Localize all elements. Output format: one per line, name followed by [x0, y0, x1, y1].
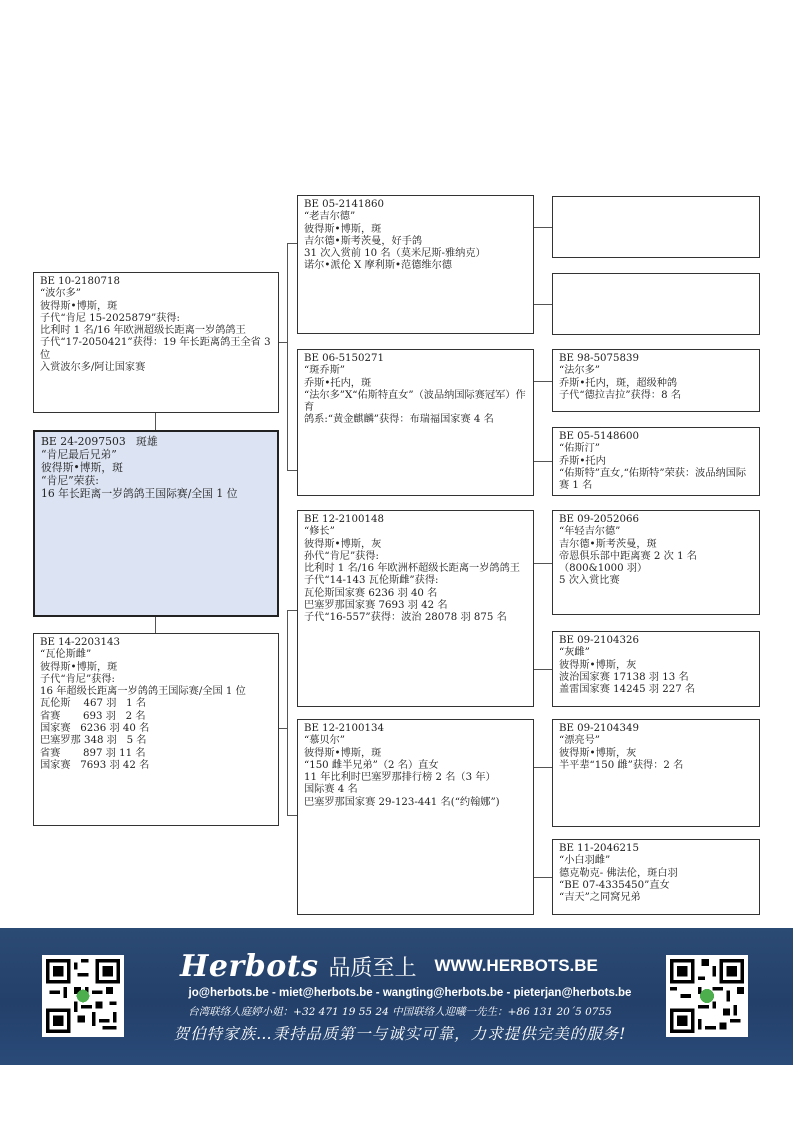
pigeon-name: “瓦伦斯雌” [40, 649, 92, 661]
ring-number: BE 98-5075839 [559, 353, 639, 364]
detail-line: 16 年超级长距离一岁鸽鸽王国际赛/全国 1 位 [40, 686, 246, 698]
connector [287, 243, 297, 244]
detail-line: 瓦伦斯国家赛 6236 羽 40 名 [304, 587, 438, 599]
wechat-qr-code-icon [666, 955, 748, 1037]
ring-number: BE 06-5150271 [304, 353, 384, 364]
detail-line: 比利时 1 名/16 年欧洲杯超级长距离一岁鸽鸽王 [304, 563, 520, 575]
breeder-color: 彼得斯•博斯，斑 [41, 461, 123, 474]
detail-line: “肯尼”荣获: [41, 474, 99, 487]
detail-line: “吉天”之同窝兄弟 [559, 892, 641, 904]
sdd-card [552, 427, 760, 496]
connector [534, 563, 552, 564]
pigeon-name: “斑乔斯” [304, 365, 345, 377]
dam-sire-card [297, 510, 534, 707]
connector [287, 470, 297, 471]
detail-line: 波治国家赛 17138 羽 13 名 [559, 671, 689, 683]
ring-number: BE 05-2141860 [304, 199, 384, 210]
brand-row [180, 948, 640, 984]
connector [155, 413, 156, 430]
breeder-color: 德克勒克- 佛法伦，斑白羽 [559, 867, 678, 879]
detail-line: 比利时 1 名/16 年欧洲超级长距离一岁鸽鸽王 [40, 325, 246, 337]
pigeon-name: “漂亮号” [559, 735, 600, 747]
detail-line: 巴塞罗那国家赛 29-123-441 名(“约翰娜”) [304, 796, 500, 808]
detail-line: 半平辈“150 雌”获得：2 名 [559, 759, 684, 771]
dds-card [552, 719, 760, 827]
breeder-color: 乔斯•托内，斑，超级种鸽 [559, 377, 678, 389]
sire-sire-card [297, 195, 534, 334]
connector [278, 728, 287, 729]
connector [534, 461, 552, 462]
detail-line: 子代“16-557”获得：波治 28078 羽 875 名 [304, 612, 507, 624]
result-line: 省赛 897 羽 11 名 [40, 747, 146, 759]
breeder-color: 彼得斯•博斯，斑 [40, 300, 118, 312]
ssd-card-empty [552, 273, 760, 335]
ring-number: BE 12-2100148 [304, 514, 384, 525]
slogan: 贺伯特家族…秉持品质第一与诚实可靠，力求提供完美的服务! [173, 1025, 627, 1043]
detail-line: 子代“17-2050421”获得：19 年长距离鸽王全省 3 位 [40, 337, 274, 361]
pigeon-name: “法尔多” [559, 365, 600, 377]
detail-line: 吉尔德•斯考茨曼，好手鸽 [304, 235, 423, 247]
connector [534, 767, 552, 768]
connector [534, 669, 552, 670]
result-line: 省赛 693 羽 2 名 [40, 710, 146, 722]
subject-card [33, 430, 279, 617]
pigeon-name: “老吉尔德” [304, 211, 356, 223]
pigeon-name: “慕贝尔” [304, 735, 345, 747]
detail-line: 子代“德拉吉拉”获得：8 名 [559, 389, 682, 401]
dss-card [552, 510, 760, 615]
breeder-color: 彼得斯•博斯，斑 [304, 223, 382, 235]
ring-number: BE 11-2046215 [559, 843, 639, 854]
dsd-card [552, 631, 760, 707]
detail-line: 帝恩俱乐部中距离赛 2 次 1 名（800&1000 羽） [559, 550, 697, 575]
connector [534, 227, 552, 228]
detail-line: 子代“14-143 瓦伦斯雌”获得: [304, 575, 439, 587]
breeder-color: 彼得斯•博斯，灰 [304, 538, 382, 550]
connector [287, 610, 288, 815]
pigeon-name: “波尔多” [40, 288, 81, 300]
detail-line: 16 年长距离一岁鸽鸽王国际赛/全国 1 位 [41, 487, 238, 500]
result-line: 国家赛 6236 羽 40 名 [40, 723, 150, 735]
pigeon-name: “肯尼最后兄弟” [41, 448, 117, 461]
detail-line: 巴塞罗那国家赛 7693 羽 42 名 [304, 600, 448, 612]
connector [287, 815, 297, 816]
ring-number: BE 12-2100134 [304, 723, 384, 734]
connector [155, 616, 156, 633]
connector [278, 342, 287, 343]
result-line: 巴塞罗那 348 羽 5 名 [40, 735, 147, 747]
detail-line: “150 雌半兄弟”（2 名）直女 [304, 759, 439, 771]
detail-line: “BE 07-4335450”直女 [559, 879, 670, 891]
website-link[interactable]: WWW.HERBOTS.BE [434, 956, 598, 975]
brand-motto: 品质至上 [328, 955, 417, 981]
detail-line: 国际赛 4 名 [304, 784, 358, 796]
ring-number: BE 24-2097503 斑雄 [41, 435, 158, 448]
qr-code-icon [42, 955, 124, 1037]
contact-phones: 台湾联络人庭婷小姐：+32 471 19 55 24 中国联络人迎曦一先生：+86 131 20´5 0755 [188, 1006, 612, 1018]
ring-number: BE 10-2180718 [40, 276, 120, 287]
ddd-card [552, 839, 760, 915]
breeder-color: 乔斯•托内 [559, 455, 606, 467]
connector [287, 610, 297, 611]
footer-banner [0, 928, 793, 1065]
detail-line: 子代“肯尼 15-2025879”获得: [40, 312, 180, 324]
breeder-color: 乔斯•托内，斑 [304, 377, 372, 389]
dam-card [33, 633, 279, 826]
detail-line: “佑斯特”直女,“佑斯特”荣获：波品纳国际赛 1 名 [559, 467, 747, 492]
detail-line: 孙代“肯尼”获得: [304, 550, 379, 562]
ring-number: BE 05-5148600 [559, 431, 639, 442]
detail-line: 11 年比利时巴塞罗那排行榜 2 名（3 年） [304, 772, 496, 784]
sire-dam-card [297, 349, 534, 496]
pigeon-name: “年轻吉尔德” [559, 526, 621, 538]
ring-number: BE 09-2104349 [559, 723, 639, 734]
result-line: 国家赛 7693 羽 42 名 [40, 759, 150, 771]
pigeon-name: “小白羽雌” [559, 855, 611, 867]
detail-line: 5 次入赏比赛 [559, 575, 620, 587]
breeder-color: 彼得斯•博斯，灰 [559, 747, 637, 759]
connector [534, 381, 552, 382]
ring-number: BE 09-2104326 [559, 635, 639, 646]
detail-line: 诺尔•派伦 X 摩利斯•范德维尔德 [304, 260, 452, 272]
ring-number: BE 09-2052066 [559, 514, 639, 525]
sds-card [552, 349, 760, 412]
pigeon-name: “佑斯汀” [559, 443, 600, 455]
result-line: 瓦伦斯 467 羽 1 名 [40, 698, 147, 710]
detail-line: 盖雷国家赛 14245 羽 227 名 [559, 684, 696, 696]
breeder-color: 吉尔德•斯考茨曼，斑 [559, 538, 657, 550]
dam-dam-card [297, 719, 534, 915]
detail-line: 入赏波尔多/阿让国家赛 [40, 362, 146, 374]
breeder-color: 彼得斯•博斯，灰 [559, 659, 637, 671]
sss-card-empty [552, 196, 760, 258]
connector [534, 877, 552, 878]
detail-line: “法尔多”X“佑斯特直女”（波品纳国际赛冠军）作育 [304, 389, 526, 414]
ring-number: BE 14-2203143 [40, 637, 120, 648]
email-list[interactable]: jo@herbots.be - miet@herbots.be - wangting@herbots.be - pieterjan@herbots.be [188, 987, 632, 999]
connector [287, 243, 288, 471]
brand-logo: Herbots [180, 948, 319, 984]
detail-line: 子代“肯尼”获得: [40, 673, 115, 685]
breeder-color: 彼得斯•博斯，斑 [304, 747, 382, 759]
connector [534, 304, 552, 305]
sire-card [33, 272, 279, 413]
pigeon-name: “修长” [304, 526, 335, 538]
breeder-color: 彼得斯•博斯，斑 [40, 661, 118, 673]
detail-line: 鸽系:“黄金麒麟”获得：布瑞福国家赛 4 名 [304, 414, 494, 426]
pigeon-name: “灰雌” [559, 647, 590, 659]
detail-line: 31 次入赏前 10 名（莫米尼斯-雅纳克） [304, 248, 486, 260]
